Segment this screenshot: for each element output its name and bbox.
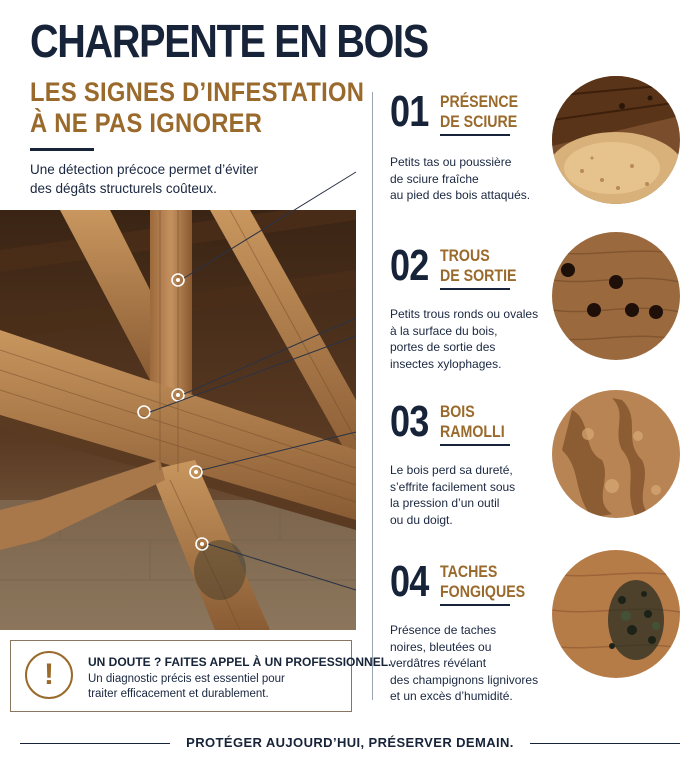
desc-line: ou du doigt. — [390, 512, 453, 527]
desc-line: insectes xylophages. — [390, 356, 502, 371]
subtitle-line: À NE PAS IGNORER — [30, 108, 263, 138]
fungal-stains-closeup — [552, 550, 680, 678]
softened-wood-closeup — [552, 390, 680, 518]
page-title: CHARPENTE EN BOIS — [30, 15, 428, 67]
sign-title — [440, 402, 505, 442]
desc-line: portes de sortie des — [390, 340, 496, 354]
sign-title-line: PRÉSENCE — [440, 93, 519, 111]
sign-title — [440, 92, 518, 132]
desc-line: au pied des bois attaqués. — [390, 188, 531, 202]
sawdust-closeup — [552, 76, 680, 204]
subtitle-underline — [30, 148, 94, 151]
desc-line: verdâtres révélant — [390, 656, 487, 670]
desc-line: Le bois perd sa dureté, — [390, 463, 513, 477]
sign-item-sawdust — [390, 87, 550, 210]
vertical-divider — [372, 92, 373, 700]
sign-number: 01 — [390, 87, 429, 136]
desc-line: s’effrite facilement sous — [390, 479, 516, 494]
intro-line: des dégâts structurels coûteux. — [30, 181, 217, 196]
sign-title-line: DE SORTIE — [440, 267, 517, 285]
desc-line: la pression d’un outil — [390, 496, 500, 510]
callout-title: UN DOUTE ? FAITES APPEL À UN PROFESSIONNEL. — [88, 655, 392, 669]
desc-line: à la surface du bois, — [390, 323, 498, 338]
sign-number: 02 — [390, 241, 429, 290]
desc-line: des champignons lignivores — [390, 672, 539, 687]
desc-line: noires, bleutées ou — [390, 639, 492, 654]
desc-line: Petits trous ronds ou ovales — [390, 307, 539, 321]
desc-line: de sciure fraîche — [390, 171, 479, 186]
timber-frame-photo — [0, 210, 356, 630]
sign-description — [390, 462, 560, 528]
sign-title-rule — [440, 288, 510, 290]
sign-title-line: BOIS — [440, 403, 475, 421]
sign-title — [440, 562, 525, 602]
desc-line: Présence de taches — [390, 623, 497, 637]
callout-text-line: Un diagnostic précis est essentiel pour — [88, 673, 285, 685]
intro-line: Une détection précoce permet d’éviter — [30, 162, 259, 177]
sign-title-line: DE SCIURE — [440, 113, 518, 131]
desc-line: Petits tas ou poussière — [390, 155, 512, 169]
page-subtitle — [30, 77, 364, 139]
sign-title-line: FONGIQUES — [440, 583, 526, 601]
sign-item-softened-wood — [390, 397, 550, 540]
sign-title-rule — [440, 604, 510, 606]
sign-title-line: TROUS — [440, 247, 490, 265]
intro-text — [30, 160, 330, 198]
sign-title-line: RAMOLLI — [440, 423, 505, 441]
sign-number: 04 — [390, 557, 429, 606]
sign-title — [440, 246, 516, 286]
exit-holes-closeup — [552, 232, 680, 360]
callout-text-line: traiter efficacement et durablement. — [88, 688, 269, 700]
footer-tagline: PROTÉGER AUJOURD’HUI, PRÉSERVER DEMAIN. — [186, 735, 514, 750]
sign-title-rule — [440, 444, 510, 446]
sign-title-rule — [440, 134, 510, 136]
sign-item-exit-holes — [390, 241, 550, 384]
subtitle-line: LES SIGNES D’INFESTATION — [30, 77, 365, 107]
sign-item-fungal-stains — [390, 557, 550, 710]
desc-line: et un excès d’humidité. — [390, 689, 513, 703]
exclamation-icon: ! — [25, 651, 73, 699]
sign-title-line: TACHES — [440, 563, 498, 581]
sign-description — [390, 154, 560, 204]
sign-number: 03 — [390, 397, 429, 446]
sign-description — [390, 306, 560, 372]
sign-description — [390, 622, 560, 705]
callout-text — [88, 672, 338, 702]
professional-callout — [10, 640, 392, 712]
